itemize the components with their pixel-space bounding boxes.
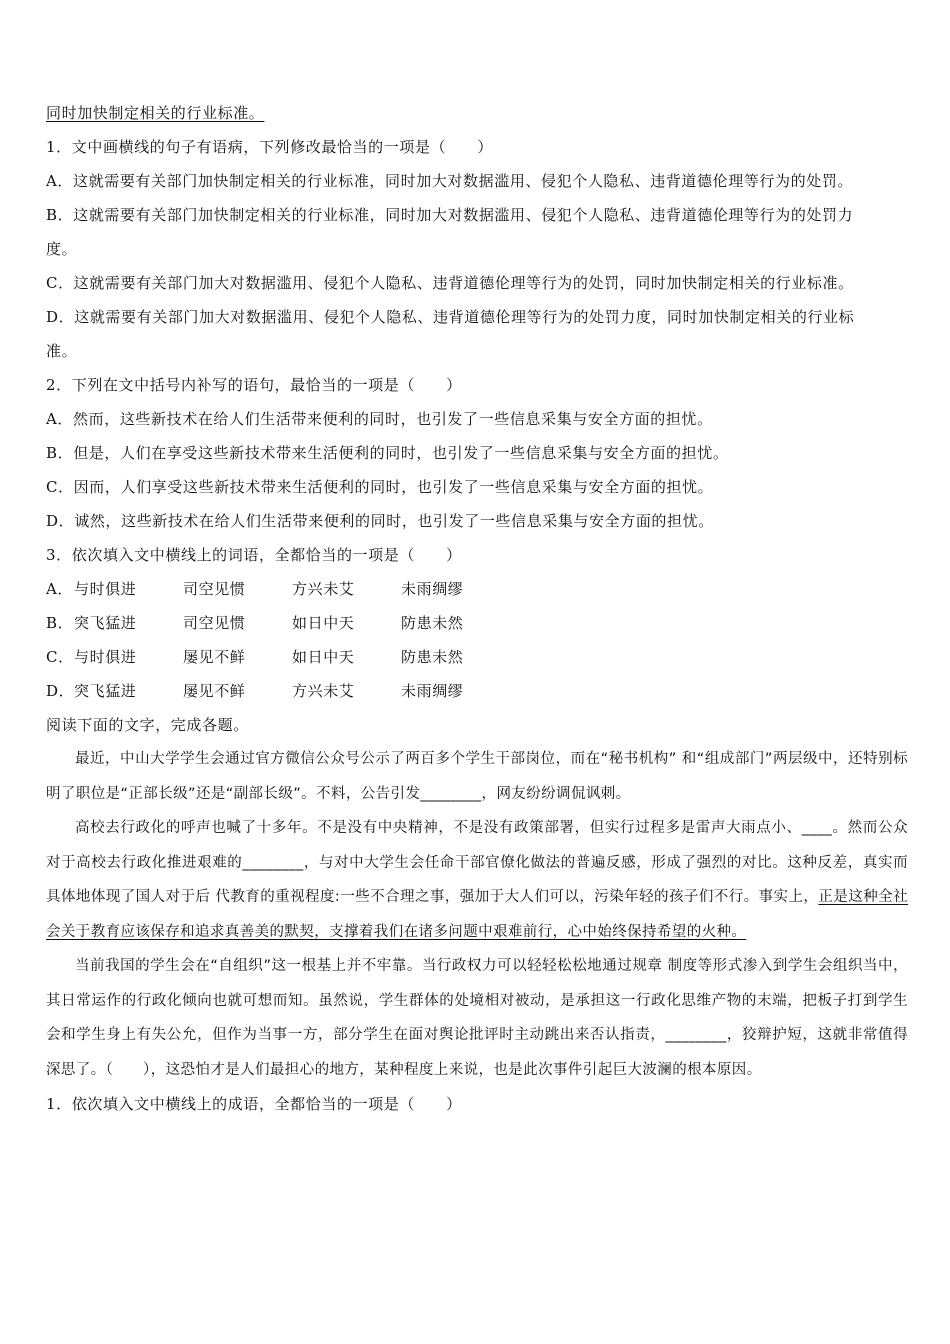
option-word: 屡见不鲜 xyxy=(183,682,246,700)
option-word: 未雨绸缪 xyxy=(401,682,464,700)
q2-option-a: A．然而，这些新技术在给人们生活带来便利的同时，也引发了一些信息采集与安全方面的担忧。 xyxy=(46,410,713,428)
q3-option-c xyxy=(46,640,908,674)
q1-option-a: A．这就需要有关部门加快制定相关的行业标准，同时加大对数据滥用、侵犯个人隐私、违背道德伦理等行为的处罚。 xyxy=(46,172,854,190)
q1-option-d: D．这就需要有关部门加大对数据滥用、侵犯个人隐私、违背道德伦理等行为的处罚力度，同时加快制定相关的行业标 xyxy=(46,308,855,326)
option-label: D． xyxy=(46,682,75,700)
document-page xyxy=(46,96,908,1121)
passage-paragraph-1: 最近，中山大学学生会通过官方微信公众号公示了两百多个学生干部岗位，而在“秘书机构” 和“组成部门”两层级中，还特别标明了职位是“正部长级”还是“副部长级”。不料，公告引发________，网友纷纷调侃讽刺。 xyxy=(46,751,908,802)
q2-option-b: B．但是，人们在享受这些新技术带来生活便利的同时，也引发了一些信息采集与安全方面的担忧。 xyxy=(46,444,729,462)
option-word: 防患未然 xyxy=(401,648,464,666)
passage-paragraph-2-text: 高校去行政化的呼声也喊了十多年。不是没有中央精神，不是没有政策部署，但实行过程多是雷声大雨点小、____。然而公众对于高校去行政化推进艰难的________，与对中大学生会任命干部官僚化做法的普遍反感，形成了强烈的对比。这种反差，真实而具体地体现了国人对于后 代教育的重视程度:一些不合理之事，强加于大人们可以，污染年轻的孩子们不行。事实上， xyxy=(46,820,908,905)
q1-stem: 1．文中画横线的句子有语病，下列修改最恰当的一项是（ ） xyxy=(46,138,493,156)
option-label: C． xyxy=(46,648,74,666)
q2-option-c: C．因而，人们享受这些新技术带来生活便利的同时，也引发了一些信息采集与安全方面的担忧。 xyxy=(46,478,714,496)
option-label: B． xyxy=(46,614,74,632)
option-word: 司空见惯 xyxy=(183,580,246,598)
option-word: 如日中天 xyxy=(292,648,355,666)
option-word: 与时俱进 xyxy=(74,648,137,666)
q1-option-b-cont: 度。 xyxy=(46,240,78,258)
option-word: 突飞猛进 xyxy=(74,682,137,700)
option-word: 如日中天 xyxy=(292,614,355,632)
top-line xyxy=(46,96,908,130)
option-word: 屡见不鲜 xyxy=(183,648,246,666)
underlined-sentence: 正是这种全社会关于教育应该保存和追求真善美的默契，支撑着我们在诸多问题中艰难前行，心中始终保持希望的火种。 xyxy=(46,889,908,940)
option-word: 司空见惯 xyxy=(183,614,246,632)
q3-option-a xyxy=(46,572,908,606)
option-label: A． xyxy=(46,580,74,598)
option-word: 突飞猛进 xyxy=(74,614,137,632)
reading-intro: 阅读下面的文字，完成各题。 xyxy=(46,716,249,734)
option-word: 方兴未艾 xyxy=(292,682,355,700)
option-word: 未雨绸缪 xyxy=(401,580,464,598)
q1-option-b: B．这就需要有关部门加快制定相关的行业标准，同时加大对数据滥用、侵犯个人隐私、违背道德伦理等行为的处罚力 xyxy=(46,206,854,224)
q2-stem: 2．下列在文中括号内补写的语句，最恰当的一项是（ ） xyxy=(46,376,462,394)
q3-option-d xyxy=(46,674,908,708)
underlined-sentence-end: 同时加快制定相关的行业标准。 xyxy=(46,104,265,122)
q2-option-d: D．诚然，这些新技术在给人们生活带来便利的同时，也引发了一些信息采集与安全方面的担忧。 xyxy=(46,512,714,530)
q1-option-c: C．这就需要有关部门加大对数据滥用、侵犯个人隐私、违背道德伦理等行为的处罚，同时加快制定相关的行业标准。 xyxy=(46,274,854,292)
option-word: 与时俱进 xyxy=(74,580,137,598)
passage-paragraph-3: 当前我国的学生会在“自组织”这一根基上并不牢靠。当行政权力可以轻轻松松地通过规章 制度等形式渗入到学生会组织当中，其日常运作的行政化倾向也就可想而知。虽然说，学生群体的处境相对被动，是承担这一行政化思维产物的末端，把板子打到学生会和学生身上有失公允，但作为当事一方，部分学生在面对舆论批评时主动跳出来否认指责，________，狡辩护短，这就非常值得深思了。（ ），这恐怕才是人们最担心的地方，某种程度上来说，也是此次事件引起巨大波澜的根本原因。 xyxy=(46,958,908,1078)
q3-option-b xyxy=(46,606,908,640)
q3-stem: 3．依次填入文中横线上的词语，全都恰当的一项是（ ） xyxy=(46,546,462,564)
option-word: 方兴未艾 xyxy=(292,580,355,598)
passage-paragraph-2 xyxy=(46,811,908,949)
q1-option-d-cont: 准。 xyxy=(46,342,78,360)
final-question-stem: 1．依次填入文中横线上的成语，全都恰当的一项是（ ） xyxy=(46,1095,462,1113)
option-word: 防患未然 xyxy=(401,614,464,632)
